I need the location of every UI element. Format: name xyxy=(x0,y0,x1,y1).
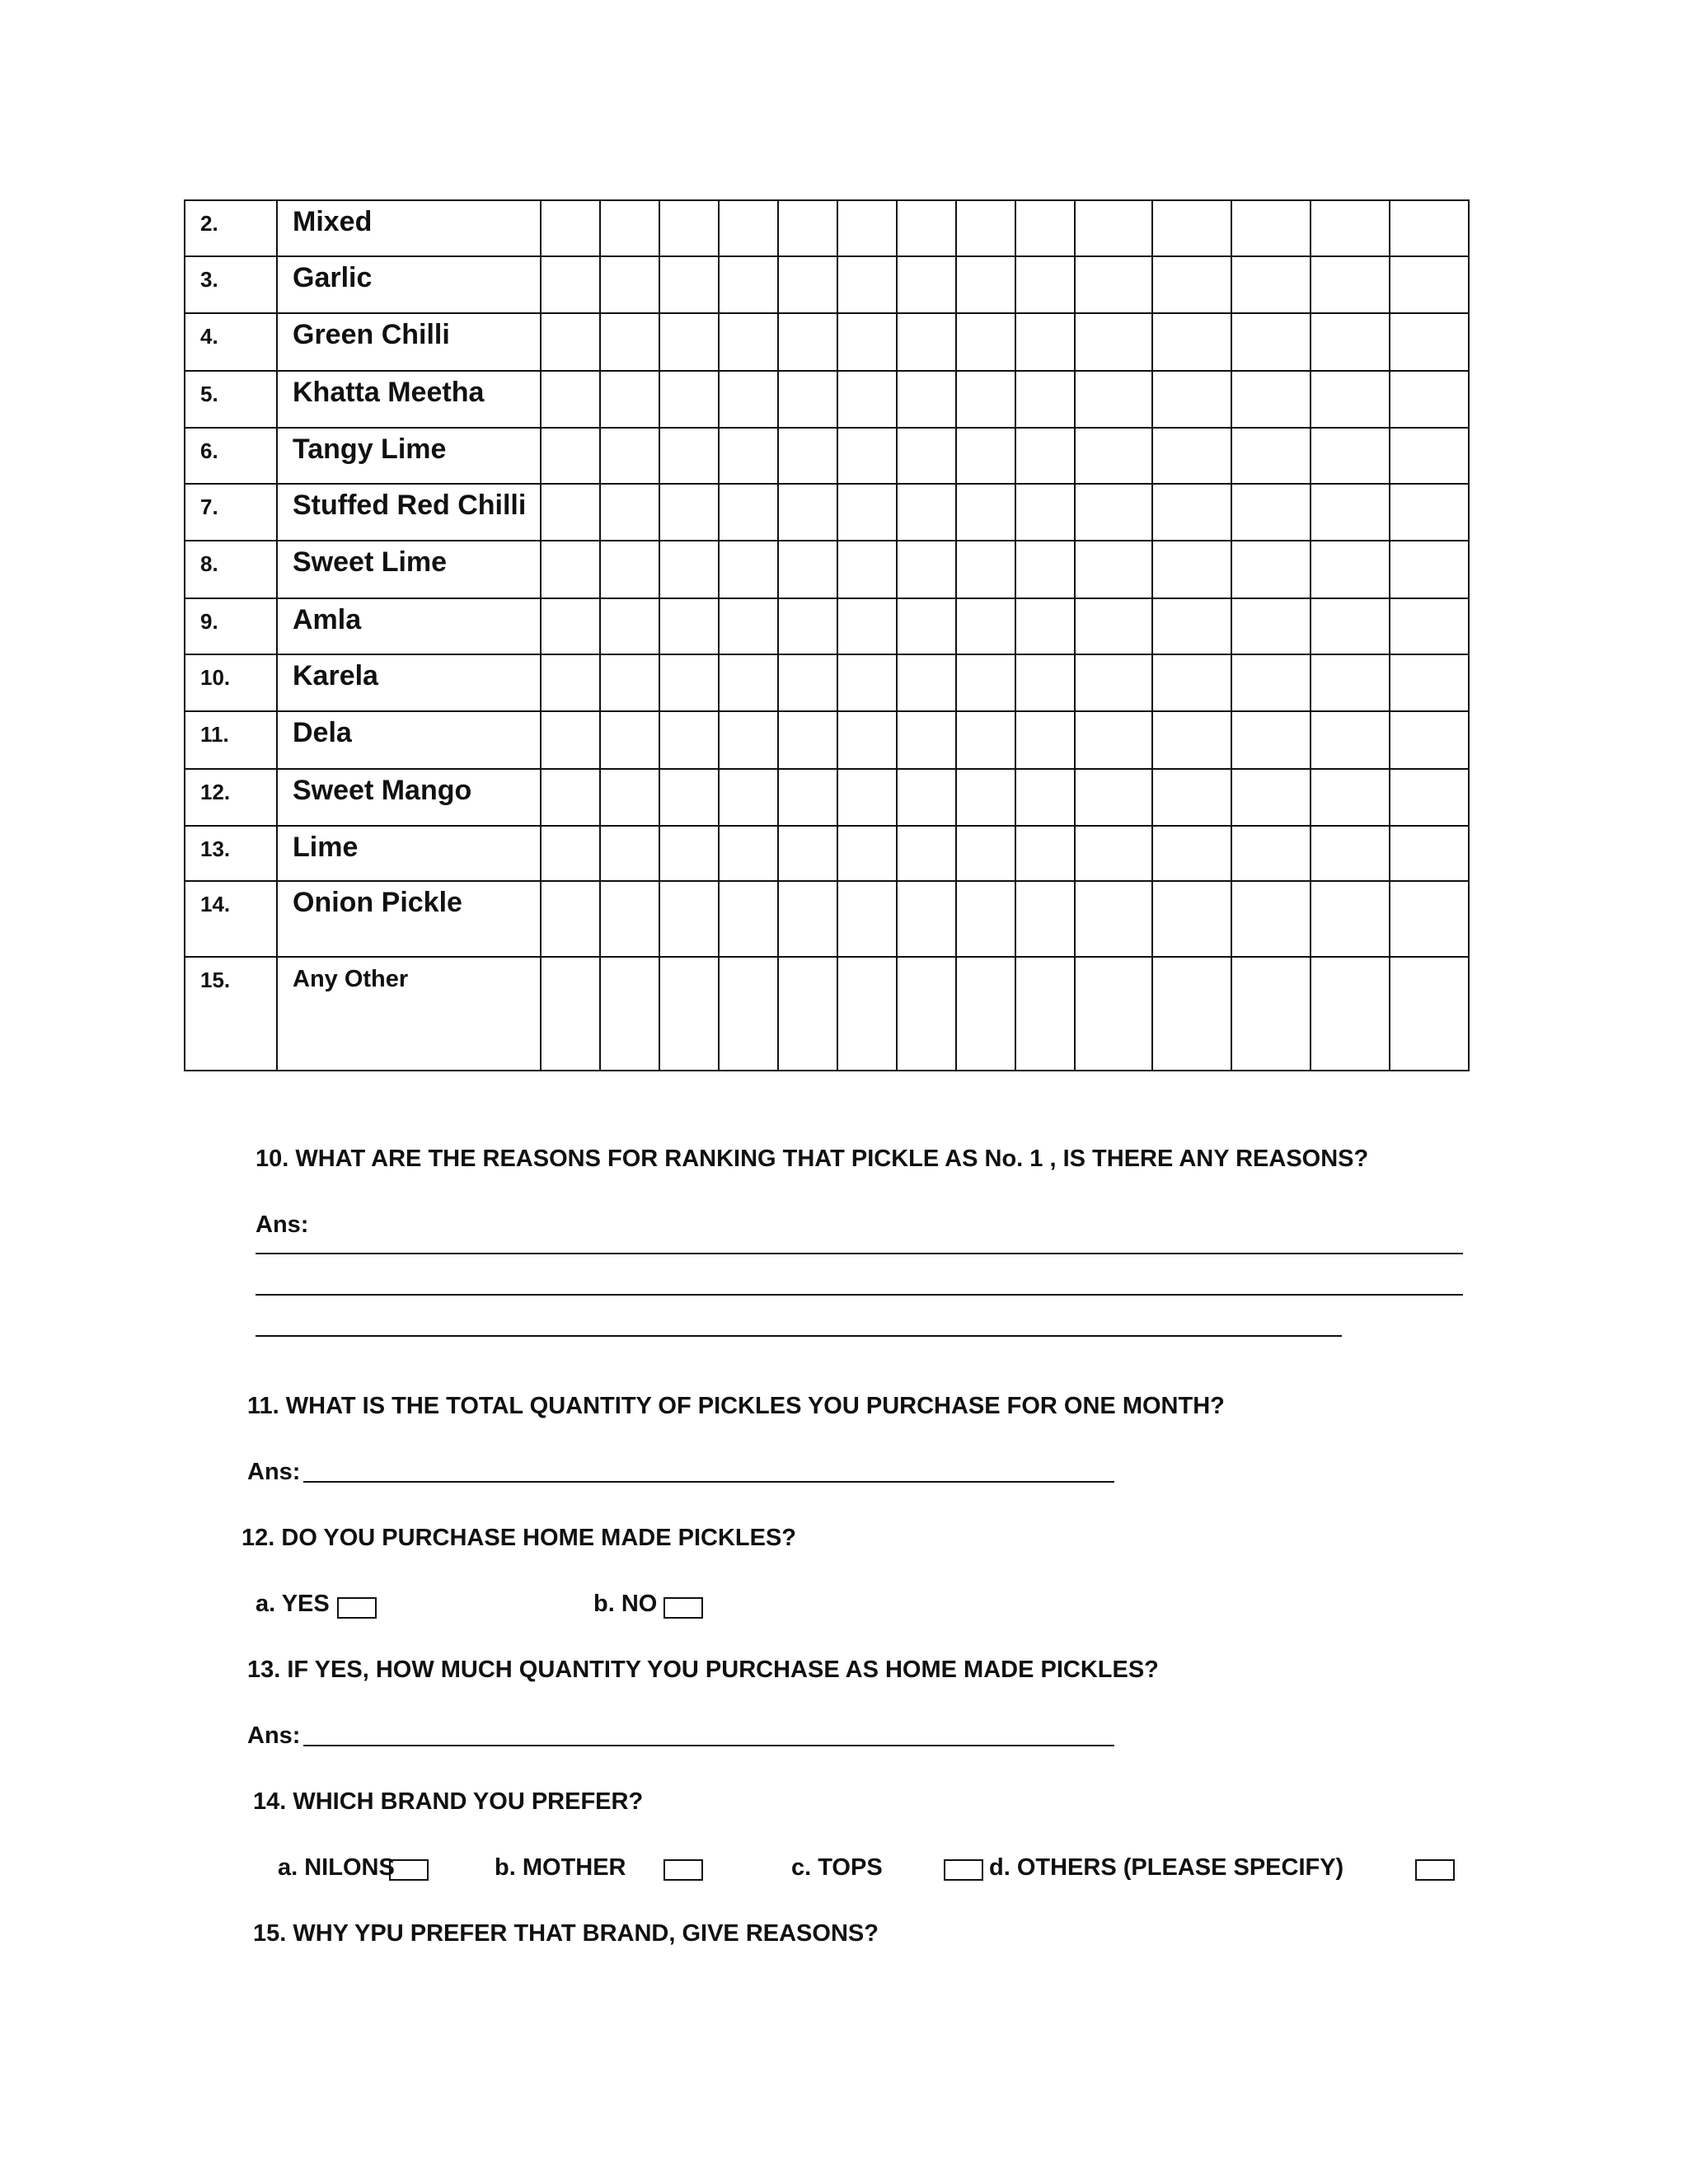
answer-label-11: Ans: xyxy=(247,1459,301,1485)
rank-cell[interactable] xyxy=(837,428,897,484)
rank-cell[interactable] xyxy=(778,711,837,769)
rank-cell[interactable] xyxy=(600,200,659,256)
rank-cell[interactable] xyxy=(659,654,719,711)
pickle-name-cell xyxy=(277,826,541,881)
table-row xyxy=(185,881,1469,957)
rank-cell[interactable] xyxy=(897,428,956,484)
rank-cell[interactable] xyxy=(778,428,837,484)
rank-cell[interactable] xyxy=(837,769,897,826)
pickle-name-cell xyxy=(277,654,541,711)
rank-cell[interactable] xyxy=(1311,200,1390,256)
pickle-name: Lime xyxy=(293,832,359,863)
table-row xyxy=(185,200,1469,256)
rank-cell[interactable] xyxy=(1390,313,1469,371)
rank-cell[interactable] xyxy=(837,957,897,1071)
table-row xyxy=(185,598,1469,654)
row-number: 13. xyxy=(185,826,277,881)
rank-cell[interactable] xyxy=(541,256,600,313)
rank-cell[interactable] xyxy=(1390,881,1469,957)
pickle-name-cell xyxy=(277,371,541,428)
rank-cell[interactable] xyxy=(778,769,837,826)
rank-cell[interactable] xyxy=(1311,598,1390,654)
rank-cell[interactable] xyxy=(1231,711,1311,769)
table-row xyxy=(185,484,1469,541)
rank-cell[interactable] xyxy=(956,256,1015,313)
rank-cell[interactable] xyxy=(1015,200,1075,256)
pickle-name: Khatta Meetha xyxy=(293,377,485,408)
rank-cell[interactable] xyxy=(719,371,778,428)
rank-cell[interactable] xyxy=(1015,256,1075,313)
table-row xyxy=(185,428,1469,484)
rank-cell[interactable] xyxy=(1231,428,1311,484)
rank-cell[interactable] xyxy=(600,957,659,1071)
rank-cell[interactable] xyxy=(956,654,1015,711)
row-number: 6. xyxy=(185,428,277,484)
rank-cell[interactable] xyxy=(1015,541,1075,598)
rank-cell[interactable] xyxy=(837,541,897,598)
rank-cell[interactable] xyxy=(897,541,956,598)
rank-cell[interactable] xyxy=(1152,826,1231,881)
rank-cell[interactable] xyxy=(719,881,778,957)
rank-cell[interactable] xyxy=(1152,313,1231,371)
rank-cell[interactable] xyxy=(1015,371,1075,428)
rank-cell[interactable] xyxy=(1075,654,1152,711)
rank-cell[interactable] xyxy=(897,484,956,541)
rank-cell[interactable] xyxy=(600,256,659,313)
row-number: 8. xyxy=(185,541,277,598)
rank-cell[interactable] xyxy=(1015,826,1075,881)
rank-cell[interactable] xyxy=(1390,200,1469,256)
rank-cell[interactable] xyxy=(600,541,659,598)
rank-cell[interactable] xyxy=(1390,541,1469,598)
table-row xyxy=(185,541,1469,598)
rank-cell[interactable] xyxy=(719,957,778,1071)
rank-cell[interactable] xyxy=(1015,711,1075,769)
pickle-name-cell xyxy=(277,598,541,654)
question-14: 14. WHICH BRAND YOU PREFER? xyxy=(253,1788,644,1815)
rank-cell[interactable] xyxy=(541,313,600,371)
rank-cell[interactable] xyxy=(1152,654,1231,711)
rank-cell[interactable] xyxy=(719,313,778,371)
rank-cell[interactable] xyxy=(1015,769,1075,826)
rank-cell[interactable] xyxy=(541,371,600,428)
rank-cell[interactable] xyxy=(719,200,778,256)
rank-cell[interactable] xyxy=(897,654,956,711)
rank-cell[interactable] xyxy=(1390,484,1469,541)
rank-cell[interactable] xyxy=(1075,598,1152,654)
rank-cell[interactable] xyxy=(659,957,719,1071)
row-number: 11. xyxy=(185,711,277,769)
pickle-name-cell xyxy=(277,428,541,484)
rank-cell[interactable] xyxy=(1390,598,1469,654)
rank-cell[interactable] xyxy=(659,598,719,654)
pickle-name-cell xyxy=(277,957,541,1071)
rank-cell[interactable] xyxy=(1015,957,1075,1071)
rank-cell[interactable] xyxy=(956,484,1015,541)
option-no-label: b. NO xyxy=(593,1591,658,1617)
rank-cell[interactable] xyxy=(956,371,1015,428)
rank-cell[interactable] xyxy=(837,598,897,654)
rank-cell[interactable] xyxy=(897,711,956,769)
rank-cell[interactable] xyxy=(1311,654,1390,711)
rank-cell[interactable] xyxy=(778,200,837,256)
rank-cell[interactable] xyxy=(778,957,837,1071)
rank-cell[interactable] xyxy=(1390,428,1469,484)
rank-cell[interactable] xyxy=(1152,769,1231,826)
rank-cell[interactable] xyxy=(837,711,897,769)
rank-cell[interactable] xyxy=(778,598,837,654)
rank-cell[interactable] xyxy=(1152,428,1231,484)
rank-cell[interactable] xyxy=(956,541,1015,598)
rank-cell[interactable] xyxy=(1231,484,1311,541)
pickle-name: Amla xyxy=(293,604,362,635)
table-row xyxy=(185,957,1469,1071)
rank-cell[interactable] xyxy=(778,256,837,313)
rank-cell[interactable] xyxy=(659,428,719,484)
rank-cell[interactable] xyxy=(719,256,778,313)
pickle-name: Green Chilli xyxy=(293,319,450,350)
answer-label-13: Ans: xyxy=(247,1722,301,1749)
rank-cell[interactable] xyxy=(600,826,659,881)
rank-cell[interactable] xyxy=(1390,371,1469,428)
rank-cell[interactable] xyxy=(600,711,659,769)
rank-cell[interactable] xyxy=(1075,200,1152,256)
rank-cell[interactable] xyxy=(837,826,897,881)
rank-cell[interactable] xyxy=(659,826,719,881)
rank-cell[interactable] xyxy=(837,313,897,371)
rank-cell[interactable] xyxy=(659,200,719,256)
rank-cell[interactable] xyxy=(1311,371,1390,428)
row-number: 7. xyxy=(185,484,277,541)
question-11: 11. WHAT IS THE TOTAL QUANTITY OF PICKLES YOU PURCHASE FOR ONE MONTH? xyxy=(247,1393,1225,1419)
rank-cell[interactable] xyxy=(1075,769,1152,826)
rank-cell[interactable] xyxy=(1075,484,1152,541)
row-number: 2. xyxy=(185,200,277,256)
answer-line-13[interactable] xyxy=(303,1745,1114,1746)
rank-cell[interactable] xyxy=(837,256,897,313)
pickle-name: Tangy Lime xyxy=(293,434,447,465)
row-number: 4. xyxy=(185,313,277,371)
rank-cell[interactable] xyxy=(1015,881,1075,957)
rank-cell[interactable] xyxy=(897,826,956,881)
question-13: 13. IF YES, HOW MUCH QUANTITY YOU PURCHASE AS HOME MADE PICKLES? xyxy=(247,1657,1159,1683)
option-no-checkbox[interactable] xyxy=(663,1597,703,1619)
rank-cell[interactable] xyxy=(600,598,659,654)
pickle-name-cell xyxy=(277,200,541,256)
rank-cell[interactable] xyxy=(719,428,778,484)
rank-cell[interactable] xyxy=(897,769,956,826)
table-row xyxy=(185,256,1469,313)
rank-cell[interactable] xyxy=(778,881,837,957)
rank-cell[interactable] xyxy=(1390,957,1469,1071)
rank-cell[interactable] xyxy=(956,826,1015,881)
question-10: 10. WHAT ARE THE REASONS FOR RANKING THAT PICKLE AS No. 1 , IS THERE ANY REASONS? xyxy=(256,1146,1369,1172)
option-mother-checkbox[interactable] xyxy=(663,1859,703,1881)
rank-cell[interactable] xyxy=(541,881,600,957)
answer-label-10: Ans: xyxy=(256,1212,309,1238)
rank-cell[interactable] xyxy=(1015,428,1075,484)
rank-cell[interactable] xyxy=(837,654,897,711)
rank-cell[interactable] xyxy=(897,957,956,1071)
rank-cell[interactable] xyxy=(1075,957,1152,1071)
rank-cell[interactable] xyxy=(897,598,956,654)
rank-cell[interactable] xyxy=(1390,769,1469,826)
rank-cell[interactable] xyxy=(1311,881,1390,957)
rank-cell[interactable] xyxy=(1075,826,1152,881)
rank-cell[interactable] xyxy=(1231,957,1311,1071)
rank-cell[interactable] xyxy=(1231,541,1311,598)
rank-cell[interactable] xyxy=(1152,371,1231,428)
rank-cell[interactable] xyxy=(600,428,659,484)
rank-cell[interactable] xyxy=(659,769,719,826)
rank-cell[interactable] xyxy=(1015,313,1075,371)
rank-cell[interactable] xyxy=(837,484,897,541)
rank-cell[interactable] xyxy=(541,484,600,541)
pickle-name: Dela xyxy=(293,717,352,748)
rank-cell[interactable] xyxy=(1015,598,1075,654)
rank-cell[interactable] xyxy=(1075,541,1152,598)
rank-cell[interactable] xyxy=(1311,826,1390,881)
row-number: 9. xyxy=(185,598,277,654)
rank-cell[interactable] xyxy=(1311,541,1390,598)
rank-cell[interactable] xyxy=(659,256,719,313)
rank-cell[interactable] xyxy=(837,200,897,256)
rank-cell[interactable] xyxy=(659,711,719,769)
rank-cell[interactable] xyxy=(1075,256,1152,313)
rank-cell[interactable] xyxy=(1075,711,1152,769)
rank-cell[interactable] xyxy=(1015,484,1075,541)
rank-cell[interactable] xyxy=(956,881,1015,957)
pickle-name-cell xyxy=(277,313,541,371)
rank-cell[interactable] xyxy=(1311,711,1390,769)
rank-cell[interactable] xyxy=(956,711,1015,769)
rank-cell[interactable] xyxy=(1152,484,1231,541)
rank-cell[interactable] xyxy=(837,881,897,957)
answer-line-10-2[interactable] xyxy=(256,1294,1463,1296)
rank-cell[interactable] xyxy=(778,371,837,428)
rank-cell[interactable] xyxy=(1390,826,1469,881)
rank-cell[interactable] xyxy=(600,371,659,428)
table-row xyxy=(185,826,1469,881)
rank-cell[interactable] xyxy=(1152,200,1231,256)
rank-cell[interactable] xyxy=(956,957,1015,1071)
table-row xyxy=(185,313,1469,371)
rank-cell[interactable] xyxy=(541,654,600,711)
rank-cell[interactable] xyxy=(719,711,778,769)
rank-cell[interactable] xyxy=(1075,371,1152,428)
rank-cell[interactable] xyxy=(1231,313,1311,371)
rank-cell[interactable] xyxy=(541,711,600,769)
option-yes-checkbox[interactable] xyxy=(337,1597,377,1619)
rank-cell[interactable] xyxy=(1390,256,1469,313)
rank-cell[interactable] xyxy=(541,957,600,1071)
pickle-ranking-table xyxy=(184,199,1470,1071)
option-yes-label: a. YES xyxy=(256,1591,330,1617)
row-number: 5. xyxy=(185,371,277,428)
rank-cell[interactable] xyxy=(956,313,1015,371)
rank-cell[interactable] xyxy=(1231,256,1311,313)
rank-cell[interactable] xyxy=(1075,881,1152,957)
row-number: 14. xyxy=(185,881,277,957)
rank-cell[interactable] xyxy=(541,598,600,654)
pickle-name: Sweet Lime xyxy=(293,546,448,578)
pickle-name-cell xyxy=(277,769,541,826)
rank-cell[interactable] xyxy=(719,654,778,711)
pickle-name: Sweet Mango xyxy=(293,775,472,806)
answer-line-11[interactable] xyxy=(303,1481,1114,1483)
answer-line-10-3[interactable] xyxy=(256,1335,1342,1337)
row-number: 3. xyxy=(185,256,277,313)
question-12: 12. DO YOU PURCHASE HOME MADE PICKLES? xyxy=(241,1525,797,1551)
rank-cell[interactable] xyxy=(1311,484,1390,541)
rank-cell[interactable] xyxy=(600,654,659,711)
option-tops-checkbox[interactable] xyxy=(944,1859,983,1881)
rank-cell[interactable] xyxy=(659,313,719,371)
rank-cell[interactable] xyxy=(897,881,956,957)
answer-line-10-1[interactable] xyxy=(256,1253,1463,1254)
rank-cell[interactable] xyxy=(600,769,659,826)
rank-cell[interactable] xyxy=(1231,371,1311,428)
table-row xyxy=(185,654,1469,711)
rank-cell[interactable] xyxy=(1311,313,1390,371)
rank-cell[interactable] xyxy=(897,371,956,428)
rank-cell[interactable] xyxy=(1075,313,1152,371)
rank-cell[interactable] xyxy=(719,826,778,881)
rank-cell[interactable] xyxy=(1231,200,1311,256)
rank-cell[interactable] xyxy=(600,313,659,371)
option-others-checkbox[interactable] xyxy=(1415,1859,1455,1881)
rank-cell[interactable] xyxy=(778,654,837,711)
rank-cell[interactable] xyxy=(1152,598,1231,654)
rank-cell[interactable] xyxy=(719,484,778,541)
rank-cell[interactable] xyxy=(1390,654,1469,711)
rank-cell[interactable] xyxy=(600,881,659,957)
option-mother-label: b. MOTHER xyxy=(495,1854,626,1881)
rank-cell[interactable] xyxy=(659,881,719,957)
pickle-name-cell xyxy=(277,711,541,769)
rank-cell[interactable] xyxy=(1152,541,1231,598)
rank-cell[interactable] xyxy=(1231,769,1311,826)
rank-cell[interactable] xyxy=(897,256,956,313)
option-nilons-checkbox[interactable] xyxy=(389,1859,429,1881)
rank-cell[interactable] xyxy=(1152,881,1231,957)
rank-cell[interactable] xyxy=(956,769,1015,826)
table-row xyxy=(185,769,1469,826)
rank-cell[interactable] xyxy=(659,484,719,541)
pickle-name-cell xyxy=(277,256,541,313)
pickle-name: Onion Pickle xyxy=(293,887,462,918)
rank-cell[interactable] xyxy=(659,541,719,598)
rank-cell[interactable] xyxy=(778,484,837,541)
rank-cell[interactable] xyxy=(1152,256,1231,313)
rank-cell[interactable] xyxy=(1390,711,1469,769)
rank-cell[interactable] xyxy=(1231,598,1311,654)
rank-cell[interactable] xyxy=(956,200,1015,256)
rank-cell[interactable] xyxy=(778,541,837,598)
pickle-name: Stuffed Red Chilli xyxy=(293,490,527,521)
rank-cell[interactable] xyxy=(1231,654,1311,711)
rank-cell[interactable] xyxy=(956,598,1015,654)
rank-cell[interactable] xyxy=(659,371,719,428)
pickle-name: Karela xyxy=(293,660,378,691)
option-nilons-label: a. NILONS xyxy=(278,1854,395,1881)
table-row xyxy=(185,711,1469,769)
rank-cell[interactable] xyxy=(956,428,1015,484)
option-tops-label: c. TOPS xyxy=(791,1854,883,1881)
rank-cell[interactable] xyxy=(600,484,659,541)
rank-cell[interactable] xyxy=(541,541,600,598)
rank-cell[interactable] xyxy=(1152,711,1231,769)
rank-cell[interactable] xyxy=(897,200,956,256)
rank-cell[interactable] xyxy=(1311,256,1390,313)
row-number: 15. xyxy=(185,957,277,1071)
table-row xyxy=(185,371,1469,428)
row-number: 12. xyxy=(185,769,277,826)
rank-cell[interactable] xyxy=(1152,957,1231,1071)
rank-cell[interactable] xyxy=(541,428,600,484)
rank-cell[interactable] xyxy=(837,371,897,428)
row-number: 10. xyxy=(185,654,277,711)
pickle-name: Mixed xyxy=(293,206,373,237)
rank-cell[interactable] xyxy=(1311,769,1390,826)
rank-cell[interactable] xyxy=(1231,881,1311,957)
option-others-label: d. OTHERS (PLEASE SPECIFY) xyxy=(989,1854,1344,1881)
rank-cell[interactable] xyxy=(897,313,956,371)
rank-cell[interactable] xyxy=(1075,428,1152,484)
rank-cell[interactable] xyxy=(541,769,600,826)
rank-cell[interactable] xyxy=(541,200,600,256)
pickle-name-cell xyxy=(277,541,541,598)
rank-cell[interactable] xyxy=(1015,654,1075,711)
pickle-name-cell xyxy=(277,484,541,541)
rank-cell[interactable] xyxy=(719,598,778,654)
pickle-name: Any Other xyxy=(293,966,409,992)
pickle-name: Garlic xyxy=(293,262,373,293)
question-15: 15. WHY YPU PREFER THAT BRAND, GIVE REASONS? xyxy=(253,1920,879,1947)
pickle-name-cell xyxy=(277,881,541,957)
rank-cell[interactable] xyxy=(1231,826,1311,881)
rank-cell[interactable] xyxy=(1311,428,1390,484)
rank-cell[interactable] xyxy=(719,769,778,826)
rank-cell[interactable] xyxy=(1311,957,1390,1071)
rank-cell[interactable] xyxy=(778,313,837,371)
rank-cell[interactable] xyxy=(541,826,600,881)
rank-cell[interactable] xyxy=(778,826,837,881)
rank-cell[interactable] xyxy=(719,541,778,598)
